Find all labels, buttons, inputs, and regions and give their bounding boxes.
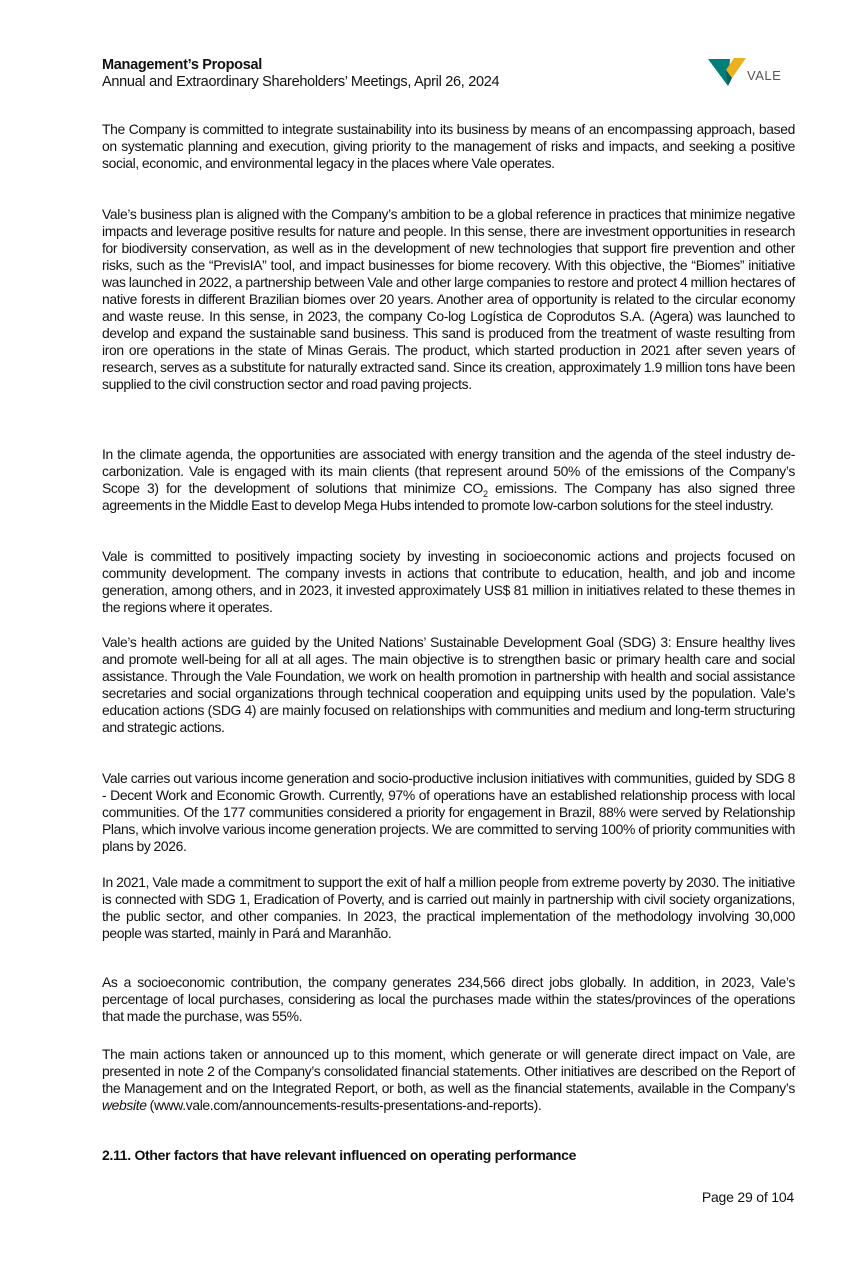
- subscript: 2: [482, 488, 488, 499]
- text: In the climate agenda, the opportunities are associated with energy transition and the agenda of the steel industry de-carbonization. Vale is engaged with its main clients (that represent around 50% of the emissions of the Company’s Scope 3) for the development of solutions that minimize CO: [102, 446, 795, 497]
- paragraph-society: Vale is committed to positively impacting society by investing in socioeconomic actions and projects focused on community development. The company invests in actions that contribute to education, health, and job and income generation, among others, and in 2023, it invested approximately US$ 81 million in initiatives related to these themes in the regions where it operates.: [102, 548, 795, 616]
- logo-text: VALE: [747, 68, 782, 83]
- header-title: Management’s Proposal: [102, 57, 262, 73]
- paragraph-socioeconomic: As a socioeconomic contribution, the company generates 234,566 direct jobs globally. In addition, in 2023, Vale’s percentage of local purchases, considering as local the purchases made within the states/provinces of the operations that made the purchase, was 55%.: [102, 974, 795, 1025]
- text: (www.vale.com/announcements-results-presentations-and-reports).: [146, 1097, 542, 1114]
- vale-logo: [708, 56, 788, 88]
- paragraph-main-actions: [102, 1046, 795, 1114]
- header-subtitle: Annual and Extraordinary Shareholders’ Meetings, April 26, 2024: [102, 74, 500, 90]
- paragraph-climate: [102, 446, 795, 514]
- italic-text: website: [102, 1097, 147, 1114]
- paragraph-poverty: In 2021, Vale made a commitment to support the exit of half a million people from extreme poverty by 2030. The initiative is connected with SDG 1, Eradication of Poverty, and is carried out mainly in partnership with civil society organizations, the public sector, and other companies. In 2023, the practical implementation of the methodology involving 30,000 people was started, mainly in Pará and Maranhão.: [102, 874, 795, 942]
- paragraph-health: Vale’s health actions are guided by the United Nations’ Sustainable Development Goal (SDG) 3: Ensure healthy lives and promote well-being for all at all ages. The main objective is to strengthen basic or primary health care and social assistance. Through the Vale Foundation, we work on health promotion in partnership with health and social assistance secretaries and social organizations through technical cooperation and equipping units used by the population. Vale’s education actions (SDG 4) are mainly focused on relationships with communities and medium and long-term structuring and strategic actions.: [102, 634, 795, 736]
- page-number: Page 29 of 104: [701, 1189, 794, 1205]
- paragraph-business-plan: Vale’s business plan is aligned with the Company’s ambition to be a global reference in practices that minimize negative impacts and leverage positive results for nature and people. In this sense, there are investment opportunities in research for biodiversity conservation, as well as in the development of new technologies that support fire prevention and other risks, such as the “PrevisIA” tool, and impact businesses for biome recovery. With this objective, the “Biomes” initiative was launched in 2022, a partnership between Vale and other large companies to restore and protect 4 million hectares of native forests in different Brazilian biomes over 20 years. Another area of opportunity is related to the circular economy and waste reuse. In this sense, in 2023, the company Co-log Logística de Coprodutos S.A. (Agera) was launched to develop and expand the sustainable sand business. This sand is produced from the treatment of waste resulting from iron ore operations in the state of Minas Gerais. The product, which started production in 2021 after seven years of research, serves as a substitute for naturally extracted sand. Since its creation, approximately 1.9 million tons have been supplied to the civil construction sector and road paving projects.: [102, 206, 795, 393]
- text: emissions. The Company has also signed three agreements in the Middle East to develop Mega Hubs intended to promote low-carbon solutions for the steel industry.: [102, 480, 795, 514]
- vale-logo-icon: [708, 56, 748, 88]
- paragraph-sustainability: The Company is committed to integrate sustainability into its business by means of an encompassing approach, based on systematic planning and execution, giving priority to the management of risks and impacts, and seeking a positive social, economic, and environmental legacy in the places where Vale operates.: [102, 121, 795, 172]
- section-heading: 2.11. Other factors that have relevant influenced on operating performance: [102, 1147, 577, 1163]
- paragraph-income: Vale carries out various income generation and socio-productive inclusion initiatives with communities, guided by SDG 8 - Decent Work and Economic Growth. Currently, 97% of operations have an established relationship process with local communities. Of the 177 communities considered a priority for engagement in Brazil, 88% were served by Relationship Plans, which involve various income generation projects. We are committed to serving 100% of priority communities with plans by 2026.: [102, 770, 795, 855]
- text: The main actions taken or announced up to this moment, which generate or will generate direct impact on Vale, are presented in note 2 of the Company’s consolidated financial statements. Other initiatives are described on the Report of the Management and on the Integrated Report, or both, as well as the financial statements, available in the Company’s: [102, 1046, 795, 1097]
